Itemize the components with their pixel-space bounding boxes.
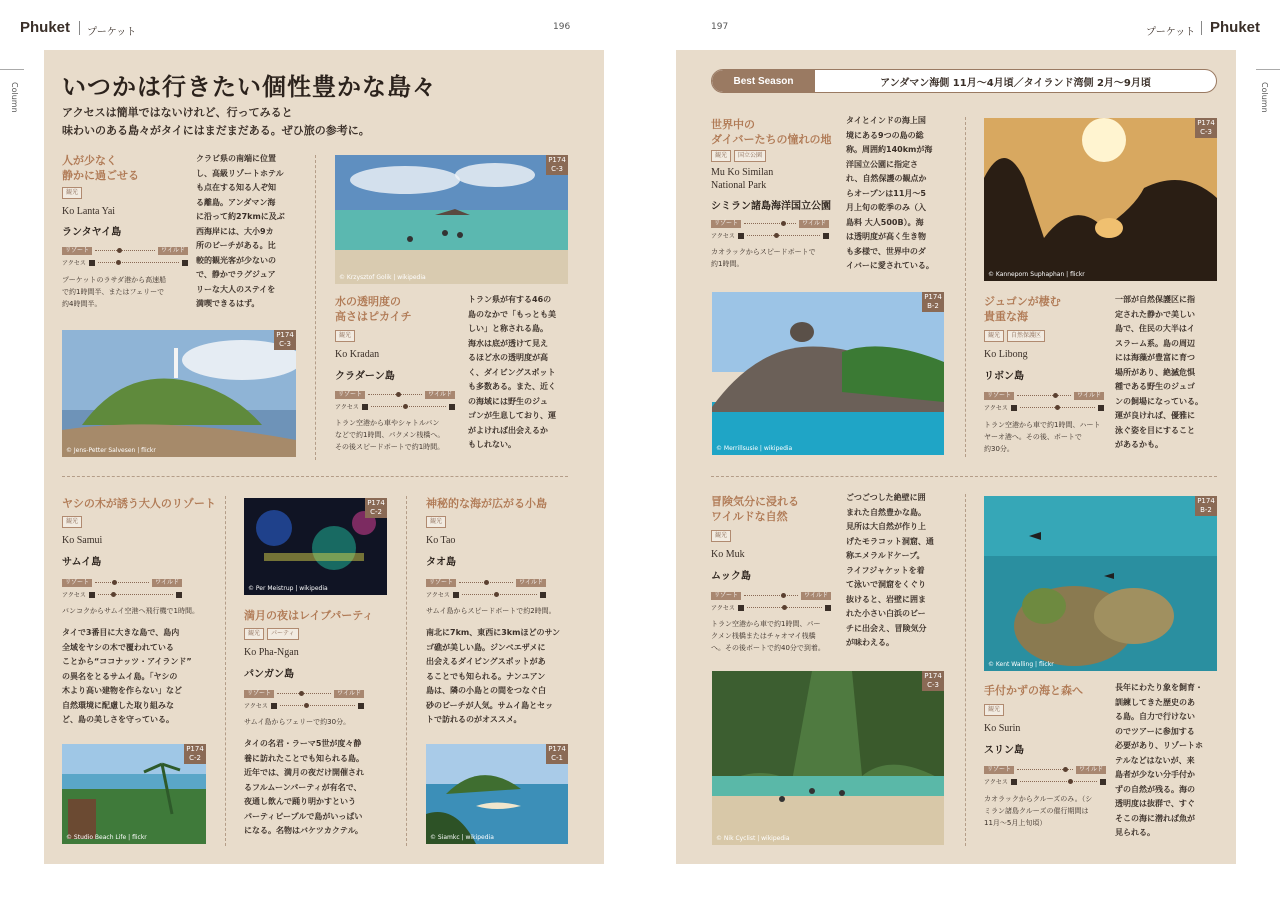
best-season-label: Best Season [712,70,815,92]
access-marker [116,260,121,265]
body-line: 砂のビーチが人気。サムイ島とセッ [426,700,554,710]
body-line: がよければ出会えるか [468,425,548,435]
island-description [846,114,958,274]
body-line: 定された静かで美しい [1115,309,1195,319]
photo-credit: © Jens-Petter Salvesen | flickr [66,447,156,454]
scale-row [62,246,188,255]
page-ref-badge: P174 C-1 [546,744,568,764]
body-line: 種である野生のジュゴ [1115,382,1195,391]
header-divider [1201,21,1202,35]
body-line: て泳いで洞窟をくぐり [846,580,926,589]
body-line: 抜けると、岩壁に囲ま [846,594,926,604]
access-note: トラン空港から車やシャトルバン などで約1時間、パクメン桟橋へ。 その後スピードボートで約1時間。 [335,419,445,451]
body-line: テルなどはないが、来 [1115,755,1195,765]
column-divider [965,494,966,846]
wild-chip: ワイルド [425,391,455,399]
access-note: サムイ島からスピードボートで約2時間。 [426,607,556,615]
page-ref-badge: P174 B-2 [922,292,944,312]
tag-party: パーティ [267,628,299,640]
tag-list [984,704,1108,716]
scale-marker [1063,767,1068,772]
island-samui [62,496,232,728]
access-label: アクセス [711,233,735,240]
scale-marker [299,691,304,696]
tag-sightseeing: 観光 [244,628,264,640]
photo-credit: © Kanneporn Suphaphan | flickr [988,271,1085,278]
section-title: 水の透明度の 高さはピカイチ [335,295,412,323]
section-title: 神秘的な海が広がる小島 [426,497,547,510]
island-surin [984,683,1108,829]
body-line: 境にある9つの島の総 [846,130,924,140]
page-ref-badge: P174 C-2 [365,498,387,518]
photo-credit: © Krzysztof Golik | wikipedia [339,274,426,281]
resort-wild-scale [426,578,546,599]
brand-logo-right: Phuket [1210,19,1261,36]
island-name-en: Ko Lanta Yai [62,206,116,217]
photo-credit: © Siamkc | wikipedia [430,834,494,841]
tag-sightseeing: 観光 [62,516,82,528]
photo-phangan-party [244,498,387,595]
photo-credit: © Kent Walling | flickr [988,661,1054,668]
access-marker [403,404,408,409]
column-divider [315,155,316,460]
page-ref-badge: P174 C-3 [922,671,944,691]
body-line: ごつごつした絶壁に囲 [846,493,926,502]
body-line: 較的観光客が少ないの [196,255,276,265]
left-page [44,50,604,864]
access-note: カオラックからスピードボートで 約1時間。 [711,248,816,268]
side-tab-left: Column [10,82,19,113]
page-number-right: 197 [711,22,729,32]
body-line: 西海岸には、大小9カ [196,226,274,236]
body-line: れた小さい白浜のビー [846,609,926,618]
row-divider [62,476,568,477]
island-description [1115,293,1227,453]
body-line: トで訪れるのがオススメ。 [426,715,522,724]
access-label: アクセス [62,592,86,599]
photo-lanta-lighthouse [62,330,296,457]
wild-chip: ワイルド [1076,766,1106,774]
side-tab-right: Column [1260,82,1269,113]
body-line: 称エメラルドケーブ。 [846,551,925,560]
tag-sightseeing: 観光 [984,704,1004,716]
access-label: アクセス [711,605,735,612]
body-line: るフルムーンパーティが有名で、 [244,782,362,792]
island-lanta [62,153,188,310]
access-note: プーケットのラサダ港から高速船 で約1時間半、またはフェリーで 約4時間半。 [62,276,167,308]
access-note: バンコクからサムイ空港へ飛行機で1時間。 [62,607,199,615]
page-ref-badge: P174 B-2 [1195,496,1217,516]
body-line: 称。周囲約140kmが海 [846,145,933,154]
island-libong [984,294,1104,455]
photo-muk-reef [984,496,1217,671]
resort-wild-scale [984,765,1106,786]
body-line: 満喫できるはず。 [196,299,260,308]
tag-sightseeing: 観光 [62,187,82,199]
scale-marker [1053,393,1058,398]
body-line: も多数ある。また、近く [468,382,556,391]
body-line: ずの自然が残る。海の [1115,784,1195,794]
wild-chip: ワイルド [801,592,831,600]
tag-list [62,516,232,528]
tag-nature-reserve: 自然保護区 [1007,330,1045,342]
wild-chip: ワイルド [158,247,188,255]
island-name-ja: タオ島 [426,557,456,568]
body-line: は透明度が高く生き物 [846,232,926,241]
scale-marker [781,593,786,598]
body-line: 見られる。 [1115,828,1155,837]
scale-marker [484,580,489,585]
island-name-en: Mu Ko Similan National Park [711,167,774,191]
body-line: そこの海に潜れば魚が [1115,813,1195,823]
access-note: トラン空港から車で約1時間、ハート ヤーオ港へ。その後、ボートで 約30分。 [984,421,1101,453]
body-line: ゴ礁が美しい島。ジンベエザメに [426,642,546,652]
body-line: ゴンが生息しており、運 [468,411,556,420]
body-line: 夜通し飲んで踊り明かすという [244,797,356,806]
photo-credit: © Nik Cyclist | wikipedia [716,835,790,842]
body-line: 運が良ければ、優雅に [1115,411,1195,420]
tag-list [62,187,188,199]
access-label: アクセス [244,703,268,710]
resort-chip: リゾート [426,579,456,587]
access-note: トラン空港から車で約1時間、パー クメン桟橋またはチャオマイ桟橋 へ。その後ボートで約40分で到着。 [711,620,825,652]
header-subtitle-left: プーケット [87,27,137,38]
body-line: 月上旬の乾季のみ（入 [846,203,926,212]
wild-chip: ワイルド [1074,392,1104,400]
tag-sightseeing: 観光 [711,530,731,542]
resort-wild-scale [335,390,455,411]
column-divider [406,496,407,846]
tag-sightseeing: 観光 [984,330,1004,342]
body-line: が味わえる。 [846,638,894,647]
body-line: 出会えるダイビングスポットがあ [426,657,546,666]
section-title: 冒険気分に浸れる ワイルドな自然 [711,495,799,523]
resort-wild-scale [244,689,364,710]
body-line: タイで3番目に大きな島で、島内 [62,628,180,637]
island-name-ja: パンガン島 [244,669,294,680]
body-line: 必要があり、リゾートホ [1115,741,1203,750]
body-line: ンの飼場になっている。 [1115,396,1203,406]
scale-marker [117,248,122,253]
tag-sightseeing: 観光 [426,516,446,528]
body-line: 透明度は抜群で、すぐ [1115,799,1195,808]
tag-list [711,150,841,162]
photo-lanta-beach [335,155,568,284]
body-line: 自然環境に配慮した取り組みな [62,700,174,710]
photo-credit: © Studio Beach Life | flickr [66,834,147,841]
resort-wild-scale [62,578,182,599]
body-line: のでツアーに参加する [1115,726,1195,736]
right-page [676,50,1236,864]
body-line: タイとインドの海上国 [846,116,926,125]
island-name-ja: サムイ島 [62,557,102,568]
island-similan [711,117,841,270]
island-description [846,491,958,651]
page-ref-badge: P174 C-3 [546,155,568,175]
brand-logo-left: Phuket [20,19,71,36]
row-divider [711,476,1217,477]
island-tao [426,496,586,728]
island-name-en: Ko Muk [711,549,745,560]
lead-line: アクセスは簡単ではないけれど、行ってみると [62,106,293,119]
section-title: 満月の夜はレイブパーティ [244,609,374,622]
body-line: イバーに愛されている。 [846,261,934,270]
island-name-en: Ko Surin [984,723,1021,734]
tag-list [984,330,1104,342]
body-line: チに出会え、冒険気分 [846,623,927,633]
body-line: る離島。アンダマン海 [196,197,276,207]
body-line: トラン県が有する46の [468,295,552,304]
scale-marker [396,392,401,397]
body-line: まれた自然豊かな島。 [846,507,926,517]
body-line: 所のビーチがある。比 [196,241,276,250]
island-name-ja: ムック島 [711,571,751,582]
island-name-en: Ko Libong [984,349,1028,360]
body-line: 全域をヤシの木で覆われている [62,642,174,652]
body-line: クラビ県の南端に位置 [196,154,276,163]
island-kradan [335,294,455,453]
photo-similan-rock [712,292,944,455]
resort-wild-scale [711,219,829,240]
photo-credit: © Per Meistrup | wikipedia [248,585,328,592]
island-name-en: Ko Pha-Ngan [244,647,299,658]
island-name-ja: シミラン諸島海洋国立公園 [711,201,831,212]
access-note: サムイ島からフェリーで約30分。 [244,718,351,726]
body-line: 島で、住民の大半はイ [1115,324,1195,333]
access-marker [304,703,309,708]
feature-lead [62,104,370,140]
wild-chip: ワイルド [516,579,546,587]
resort-chip: リゾート [711,220,741,228]
body-line: もしれない。 [468,440,516,449]
body-line: ライフジャケットを着 [846,565,925,575]
body-line: 見所は大自然が作り上 [846,522,926,531]
body-line: パーティピープルで島がいっぱい [244,811,363,821]
section-title: ジュゴンが棲む 貴重な海 [984,295,1061,323]
body-line: に沿って約27kmに及ぶ [196,212,285,221]
resort-chip: リゾート [335,391,365,399]
side-rule [1256,69,1280,70]
access-marker [111,592,116,597]
scale-marker [781,221,786,226]
column-divider [965,117,966,457]
access-label: アクセス [426,592,450,599]
body-line: 木より高い建物を作らない」など [62,686,182,695]
tag-sightseeing: 観光 [711,150,731,162]
body-line: 近年では、満月の夜だけ開催され [244,768,364,777]
body-line: スラーム系。島の周辺 [1115,338,1195,348]
photo-samui [62,744,206,844]
island-description [244,737,410,839]
wild-chip: ワイルド [334,690,364,698]
access-marker [774,233,779,238]
body-line: 洋国立公園に指定さ [846,159,918,169]
body-line: も多様で、世界中のダ [846,246,926,256]
header-divider [79,21,80,35]
island-name-ja: リボン島 [984,371,1024,382]
body-line: 島料 大人500B）。海 [846,217,924,227]
tag-list [711,530,831,542]
lead-line: 味わいのある島々がタイにはまだまだある。ぜひ旅の参考に。 [62,124,370,137]
body-line: れ、自然保護の観点か [846,174,927,183]
scale-marker [112,580,117,585]
page-number-left: 196 [553,22,571,32]
body-line: の海域には野生のジュ [468,396,548,406]
body-line: リーな大人のステイを [196,284,276,294]
island-muk [711,494,831,654]
resort-wild-scale [711,591,831,612]
body-line: 養に訪れたことでも知られる島。 [244,753,364,763]
body-line: ることでも知られる。ナンユアン [426,671,546,681]
column-divider [225,496,226,846]
resort-chip: リゾート [62,247,92,255]
best-season-bar [711,69,1217,93]
body-line: も点在する知る人ぞ知 [196,183,276,192]
body-line: タイの名君・ラーマ5世が度々静 [244,739,362,748]
island-description [196,152,306,312]
body-line: には海藻が豊富に育つ [1115,353,1195,362]
body-line: で、静かでラグジュア [196,270,276,279]
island-phangan [244,608,414,839]
body-line: 訓練してきた歴史のあ [1115,697,1195,707]
resort-chip: リゾート [244,690,274,698]
resort-wild-scale [62,246,188,267]
body-line: になる。名物はバケツカクテル。 [244,826,363,835]
access-row [62,258,188,267]
resort-chip: リゾート [984,766,1014,774]
body-line: ど、島の美しさを守っている。 [62,715,174,724]
island-name-ja: スリン島 [984,745,1024,756]
body-line: 場所があり、絶滅危惧 [1115,367,1195,377]
body-line: の異名をとるサムイ島。「ヤシの [62,671,178,681]
body-line: げたモラコット洞窟、通 [846,536,934,546]
body-line: らオープンは11月〜5 [846,188,926,198]
access-note: カオラックからクルーズのみ。（シ ミラン諸島クルーズの催行期間は 11月〜5月上旬頃） [984,795,1093,827]
page-ref-badge: P174 C-3 [274,330,296,350]
page-ref-badge: P174 C-3 [1195,118,1217,138]
body-line: 一部が自然保護区に指 [1115,295,1195,304]
feature-title: いつかは行きたい個性豊かな島々 [62,73,437,101]
island-name-ja: ランタヤイ島 [62,227,122,238]
body-line: 泳ぐ姿を目にすること [1115,425,1195,435]
body-line: る島。自力で行けない [1115,712,1195,721]
resort-chip: リゾート [711,592,741,600]
island-description [468,293,580,453]
tag-list [335,330,455,342]
body-line: 島のなかで「もっとも美 [468,309,556,319]
access-label: アクセス [335,404,359,411]
body-line: 南北に7km、東西に3kmほどのサン [426,628,561,637]
resort-wild-scale [984,391,1104,412]
body-line: 島者が少ない分手付か [1115,770,1195,779]
section-title: ヤシの木が誘う大人のリゾート [62,497,216,510]
island-name-en: Ko Kradan [335,349,380,360]
resort-chip: リゾート [62,579,92,587]
island-name-en: Ko Tao [426,535,456,546]
section-title: 世界中の ダイバーたちの憧れの地 [711,118,832,146]
side-rule [0,69,24,70]
section-title: 人が少なく 静かに過ごせる [62,154,139,182]
island-name-en: Ko Samui [62,535,103,546]
body-line: るほど水の透明度が高 [468,353,548,362]
island-name-ja: クラダーン島 [335,371,395,382]
body-line: し、高級リゾートホテル [196,168,284,178]
body-line: しい」と称される島。 [468,324,548,333]
wild-chip: ワイルド [152,579,182,587]
tag-national-park: 国立公園 [734,150,766,162]
access-marker [782,605,787,610]
access-marker [1068,779,1073,784]
photo-credit: © Merrillsusie | wikipedia [716,445,793,452]
wild-chip: ワイルド [799,220,829,228]
access-label: アクセス [62,260,86,267]
header-subtitle-right: プーケット [1146,27,1196,38]
island-description [62,626,224,728]
body-line: ことから“ココナッツ・アイランド” [62,657,192,666]
access-marker [1055,405,1060,410]
tag-sightseeing: 観光 [335,330,355,342]
body-line: があるかも。 [1115,440,1163,449]
page-ref-badge: P174 C-2 [184,744,206,764]
body-line: 島は、隣の小島との間をつなぐ白 [426,686,546,695]
photo-similan-sunset [984,118,1217,281]
island-description [1115,681,1227,841]
resort-chip: リゾート [984,392,1014,400]
best-season-text: アンダマン海側 11月〜4月頃／タイランド湾側 2月〜9月頃 [880,77,1151,89]
body-line: 長年にわたり象を飼育・ [1115,683,1203,692]
tag-list [244,628,414,640]
body-line: く、ダイビングスポット [468,367,556,377]
body-line: 海水は底が透けて見え [468,338,548,348]
access-label: アクセス [984,779,1008,786]
access-label: アクセス [984,405,1008,412]
section-title: 手付かずの海と森へ [984,684,1083,697]
photo-tao [426,744,568,844]
island-description [426,626,582,728]
access-marker [494,592,499,597]
photo-muk-cave [712,671,944,845]
tag-list [426,516,586,528]
